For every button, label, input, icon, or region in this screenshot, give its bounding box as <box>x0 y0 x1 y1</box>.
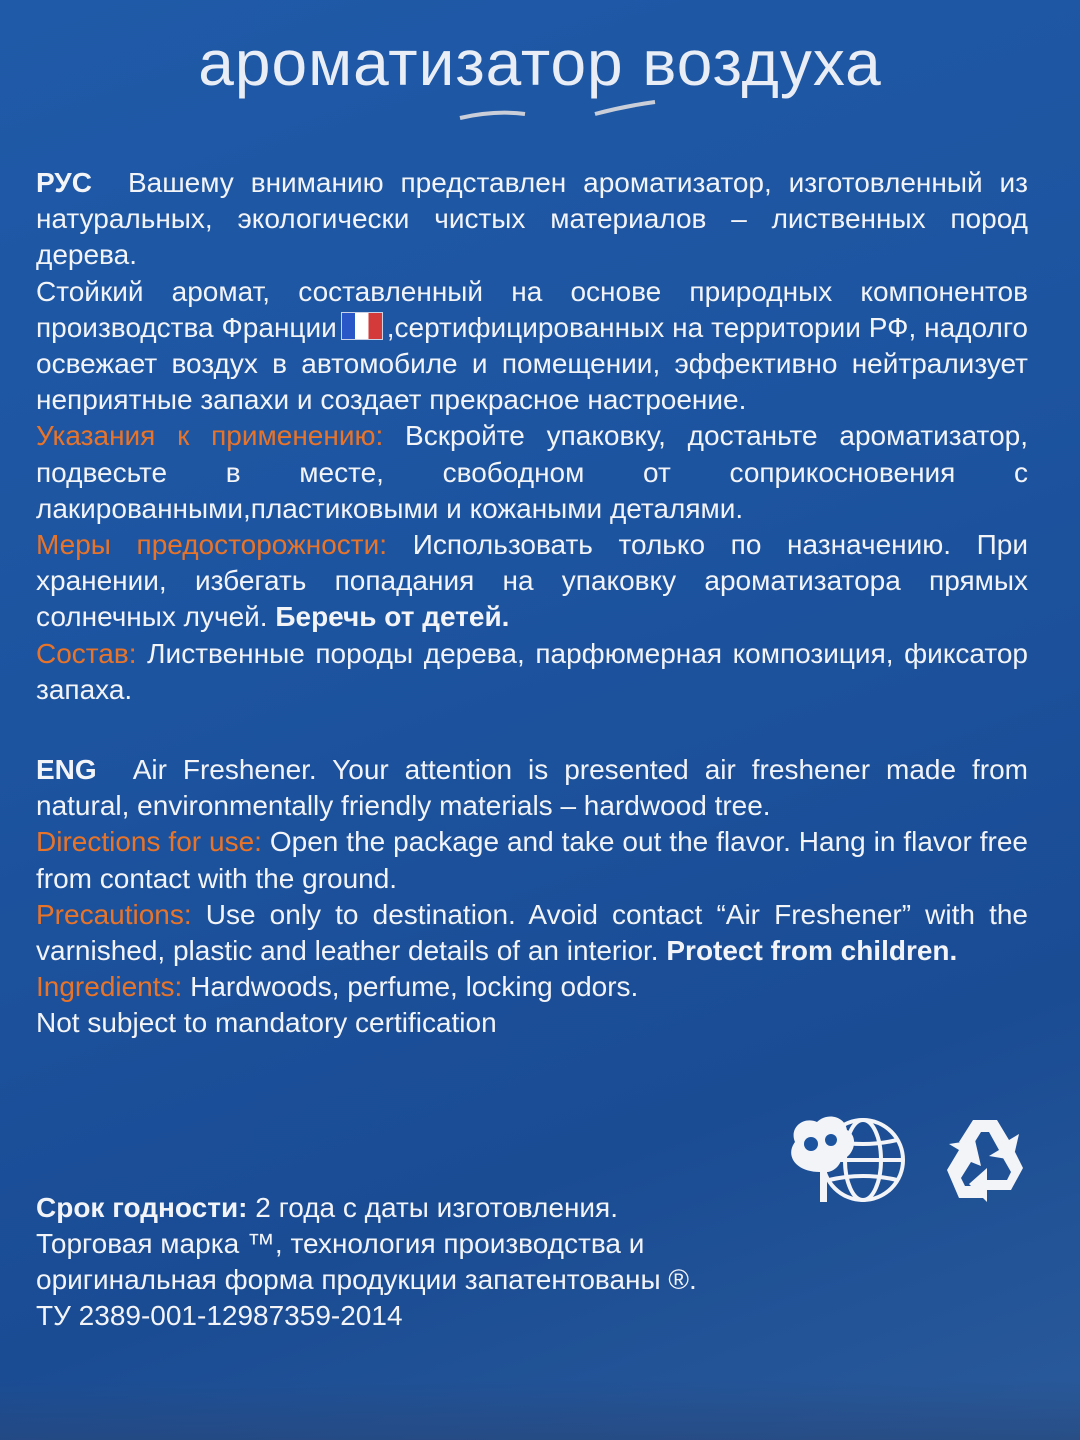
footer-info <box>36 1190 836 1334</box>
eng-precautions-label: Precautions: <box>36 898 192 930</box>
france-flag-icon <box>341 312 383 340</box>
eng-ingredients-text: Hardwoods, perfume, locking odors. <box>190 971 639 1003</box>
spec-code: ТУ 2389-001-12987359-2014 <box>36 1300 403 1331</box>
eng-intro-text: Air Freshener. Your attention is presented air freshener made from natural, environmentally friendly materials – hardwood tree. <box>36 754 1028 822</box>
rus-aroma-text-2: ,сертифицированных на территории РФ, надолго освежает воздух в автомобиле и помещении, эффективно нейтрализует неприятные запахи и создает прекрасное настроение. <box>36 311 1028 416</box>
rus-precautions-text: Использовать только по назначению. При хранении, избегать попадания на упаковку ароматизатора прямых солнечных лучей. <box>36 529 1028 633</box>
shelf-life-line <box>36 1190 836 1226</box>
eng-lang-label: ENG <box>36 754 97 786</box>
rus-composition-paragraph <box>36 636 1028 708</box>
recycle-icon <box>935 1110 1035 1210</box>
eng-ingredients-label: Ingredients: <box>36 971 183 1003</box>
instructions-content <box>36 165 1028 1042</box>
rus-usage-label: Указания к применению: <box>36 420 384 452</box>
rus-usage-text: Вскройте упаковку, достаньте ароматизатор, подвесьте в месте, свободном от соприкосновения с лакированными,пластиковыми и кожаными деталями. <box>36 420 1028 524</box>
eng-precautions-text: Use only to destination. Avoid contact “Air Freshener” with the varnished, plastic and leather details of an interior. <box>36 898 1029 967</box>
rus-intro-text: Вашему вниманию представлен ароматизатор, изготовленный из натуральных, экологически чистых материалов – лиственных пород дерева. <box>36 167 1028 271</box>
eng-certification: Not subject to mandatory certification <box>36 1007 497 1039</box>
hanger-clip-icon <box>455 100 665 140</box>
page-title: ароматизатор воздуха <box>198 27 882 99</box>
eng-ingredients-paragraph <box>36 969 1028 1005</box>
rus-precautions-label: Меры предосторожности: <box>36 529 388 561</box>
rus-precautions-paragraph <box>36 527 1028 636</box>
rus-aroma-paragraph <box>36 274 1028 419</box>
rus-composition-text: Лиственные породы дерева, парфюмерная композиция, фиксатор запаха. <box>36 637 1028 705</box>
eng-precautions-paragraph <box>36 897 1028 969</box>
eng-precautions-bold: Protect from children. <box>666 935 958 967</box>
trademark-line-2: оригинальная форма продукции запатентованы ®. <box>36 1264 697 1295</box>
rus-lang-label: РУС <box>36 167 92 198</box>
rus-usage-paragraph <box>36 418 1028 527</box>
bottom-edge <box>0 1380 1080 1440</box>
rus-precautions-bold: Беречь от детей. <box>275 601 510 633</box>
rus-composition-label: Состав: <box>36 637 137 669</box>
eng-directions-paragraph <box>36 824 1028 896</box>
rus-intro-paragraph <box>36 165 1028 274</box>
eng-intro-paragraph <box>36 752 1028 824</box>
shelf-life-label: Срок годности: <box>36 1192 248 1223</box>
eng-directions-label: Directions for use: <box>36 826 262 858</box>
eng-directions-text: Open the package and take out the flavor. Hang in flavor free from contact with the ground. <box>36 826 1028 894</box>
rus-aroma-text-1: Стойкий аромат, составленный на основе природных компонентов производства Франции <box>36 275 1028 343</box>
trademark-line-1: Торговая марка ™, технология производства и <box>36 1228 645 1259</box>
shelf-life-text: 2 года с даты изготовления. <box>255 1192 618 1223</box>
